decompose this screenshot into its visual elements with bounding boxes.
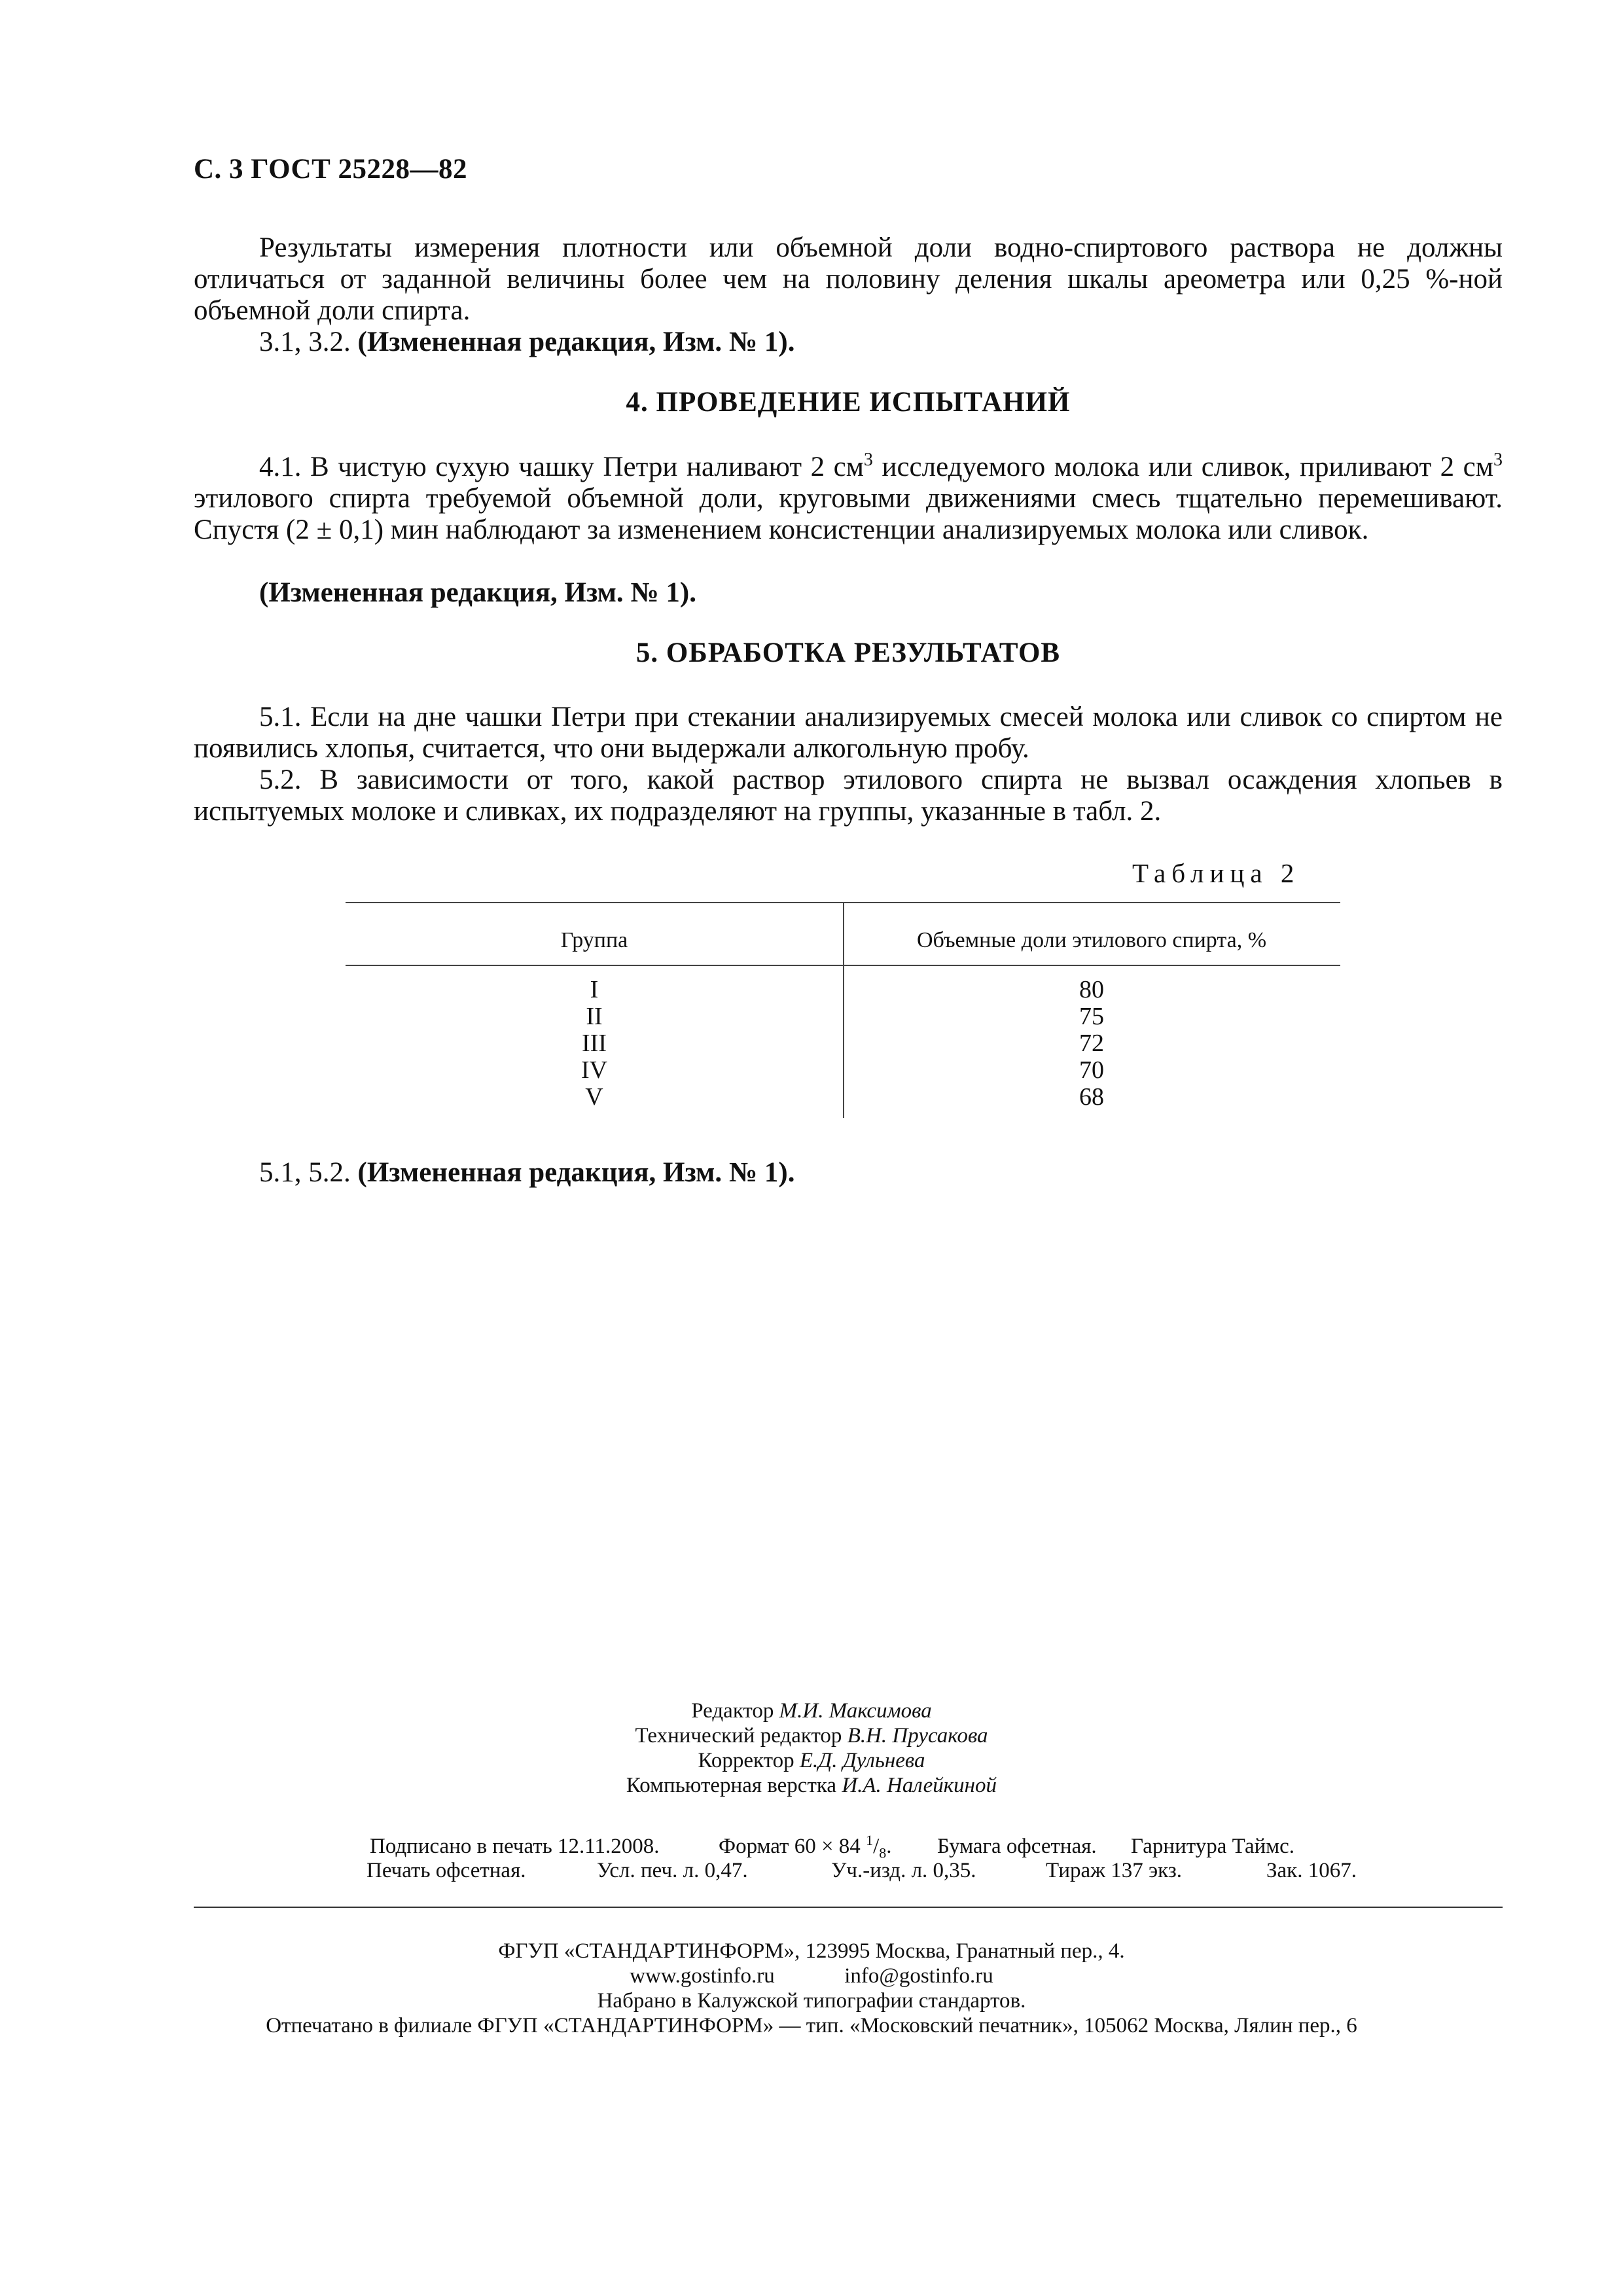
imprint-uch: Уч.-изд. л. 0,35.: [831, 1859, 976, 1882]
intro-paragraph: Результаты измерения плотности или объемной доли водно-спиртового раствора не должны отличаться от заданной величины более чем на половину деления шкалы ареометра или 0,25 %-ной объемной доли спирта.: [194, 232, 1503, 326]
table-cell-value: 75: [1079, 1003, 1104, 1030]
p41-part-a: 4.1. В чистую сухую чашку Петри наливают 2 см: [259, 452, 864, 482]
imprint-zak: Зак. 1067.: [1266, 1859, 1357, 1882]
imprint-font: Гарнитура Таймс.: [1131, 1835, 1295, 1858]
table-cell-value: 70: [1079, 1056, 1104, 1084]
printed-note: Отпечатано в филиале ФГУП «СТАНДАРТИНФОРМ» — тип. «Московский печатник», 105062 Москва, Лялин пер., 6: [266, 2014, 1357, 2037]
amendment-note-5: [259, 1157, 794, 1189]
format-numerator: 1: [866, 1832, 874, 1848]
imprint-print: Печать офсетная.: [366, 1859, 526, 1882]
amendment-ref: 3.1, 3.2.: [259, 327, 351, 357]
table-cell-group: I: [590, 976, 599, 1003]
credit-name: И.А. Налейкиной: [842, 1774, 997, 1797]
credit-label: Компьютерная верстка: [626, 1774, 837, 1797]
table-2: [346, 902, 1340, 1124]
imprint-paper: Бумага офсетная.: [937, 1835, 1097, 1858]
imprint-usl: Усл. печ. л. 0,47.: [597, 1859, 748, 1882]
format-denominator: 8: [879, 1844, 887, 1861]
credit-layout: [0, 1774, 1623, 1798]
paragraph-5-1: 5.1. Если на дне чашки Петри при стекании анализируемых смесей молока или сливок со спиртом не появились хлопья, считается, что они выдержали алкогольную пробу.: [194, 702, 1503, 764]
amendment-text: (Измененная редакция, Изм. № 1).: [357, 327, 795, 357]
section-5-title: 5. ОБРАБОТКА РЕЗУЛЬТАТОВ: [635, 637, 1061, 668]
p41-part-b: исследуемого молока или сливок, приливают 2 см: [872, 452, 1493, 482]
table-cell-value: 80: [1079, 976, 1104, 1003]
publisher-email[interactable]: info@gostinfo.ru: [844, 1964, 993, 1988]
table-cell-value: 68: [1079, 1083, 1104, 1111]
imprint-tirazh: Тираж 137 экз.: [1046, 1859, 1182, 1882]
format-text: Формат 60 × 84: [719, 1835, 866, 1858]
amendment-note-1: [259, 327, 794, 358]
typeset-note: Набрано в Калужской типографии стандартов.: [597, 1989, 1026, 2013]
paragraph-4-1: [194, 452, 1503, 546]
table-cell-group: III: [582, 1030, 607, 1057]
credit-name: В.Н. Прусакова: [847, 1724, 988, 1748]
credit-tech-editor: [0, 1724, 1623, 1748]
credit-corrector: [0, 1749, 1623, 1773]
page-header: С. 3 ГОСТ 25228—82: [194, 154, 468, 185]
format-end: .: [886, 1835, 892, 1858]
publisher-contacts: [0, 1964, 1623, 1988]
credit-label: Корректор: [698, 1749, 794, 1772]
publisher-address: ФГУП «СТАНДАРТИНФОРМ», 123995 Москва, Гранатный пер., 4.: [498, 1939, 1125, 1963]
imprint-format: Формат 60 × 84 $^1/_8$.: [719, 1832, 892, 1861]
table-caption: Таблица 2: [1132, 858, 1300, 888]
table-cell-value: 72: [1079, 1030, 1104, 1057]
table-header-group: Группа: [560, 928, 628, 952]
credit-editor: [0, 1699, 1623, 1723]
credit-name: М.И. Максимова: [779, 1699, 932, 1723]
amendment-text: (Измененная редакция, Изм. № 1).: [357, 1157, 795, 1188]
section-4-title: 4. ПРОВЕДЕНИЕ ИСПЫТАНИЙ: [626, 387, 1071, 418]
publisher-website[interactable]: www.gostinfo.ru: [630, 1964, 775, 1988]
imprint-signed: Подписано в печать 12.11.2008.: [370, 1835, 660, 1858]
table-cell-group: V: [585, 1083, 603, 1111]
paragraph-5-2: 5.2. В зависимости от того, какой раствор этилового спирта не вызвал осаждения хлопьев в испытуемых молоке и сливках, их подразделяют на группы, указанные в табл. 2.: [194, 764, 1503, 827]
table-header-volume: Объемные доли этилового спирта, %: [916, 928, 1267, 952]
p41-part-c: этилового спирта требуемой объемной доли, круговыми движениями смесь тщательно перемешивают. Спустя (2 ± 0,1) мин наблюдают за изменением консистенции анализируемых молока или сливок.: [194, 483, 1503, 545]
credit-name: Е.Д. Дульнева: [799, 1749, 925, 1772]
credit-label: Редактор: [691, 1699, 774, 1723]
credit-label: Технический редактор: [635, 1724, 842, 1748]
superscript: 3: [863, 450, 873, 470]
table-cell-group: II: [586, 1003, 603, 1030]
table-cell-group: IV: [580, 1056, 608, 1084]
footer-rule: [194, 1907, 1503, 1908]
amendment-ref: 5.1, 5.2.: [259, 1157, 351, 1188]
superscript: 3: [1493, 450, 1503, 470]
amendment-note-4: (Измененная редакция, Изм. № 1).: [259, 577, 696, 608]
